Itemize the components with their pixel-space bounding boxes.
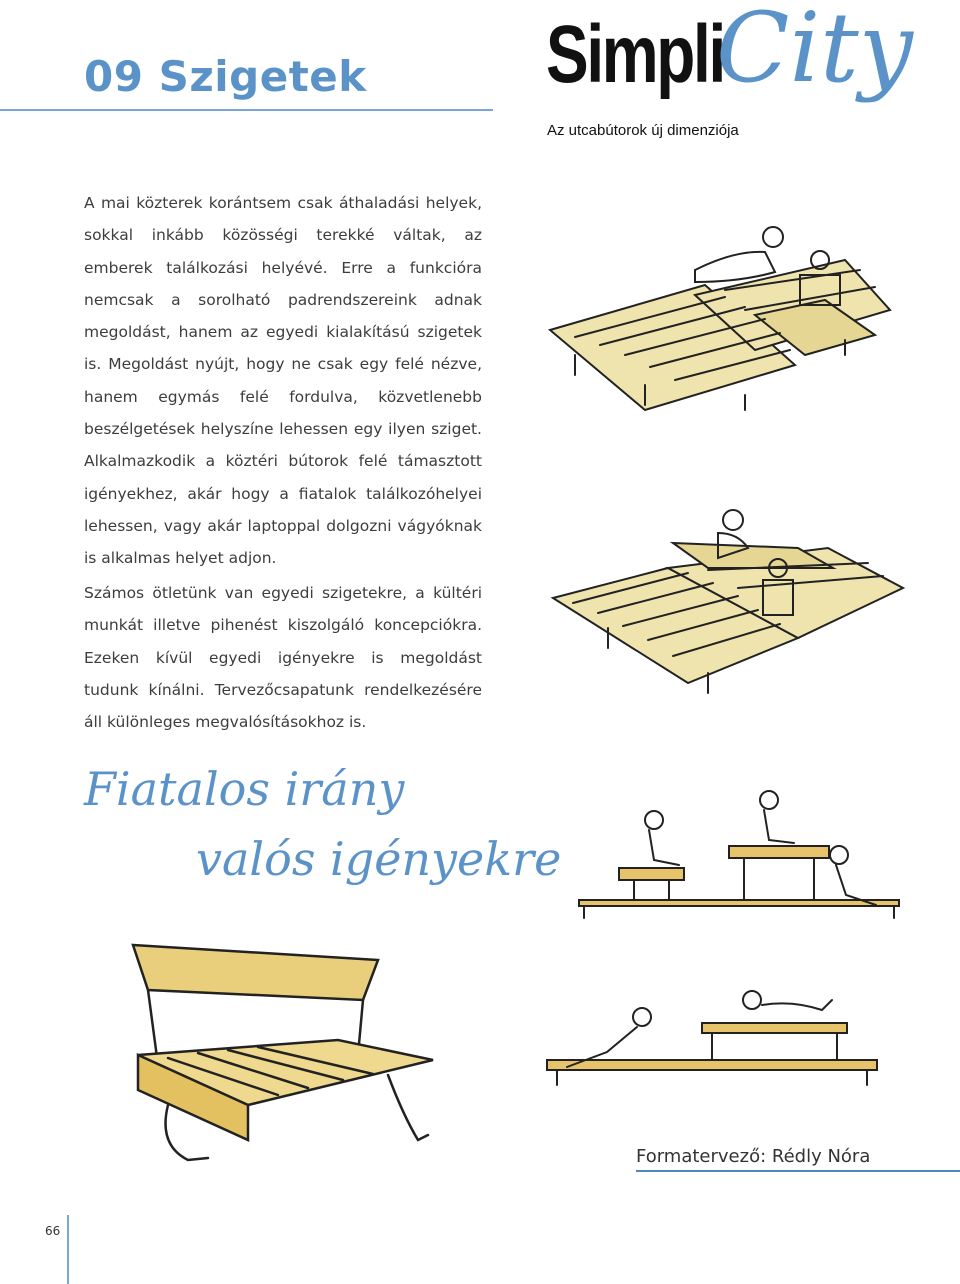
- bench-sketch: [128, 940, 440, 1170]
- side-view-sketch-1: [574, 790, 909, 920]
- slogan-line-1: Fiatalos irány: [84, 762, 405, 816]
- island-sketch-1: [545, 215, 905, 415]
- concept-paragraph: Számos ötletünk van egyedi szigetekre, a kültéri munkát illetve pihenést kiszolgáló koncepciókra. Ezeken kívül egyedi igényekre is megoldást tudunk kínálni. Tervezőcsapatunk rendelkezésére áll különleges megvalósításokhoz is.: [84, 584, 482, 732]
- designer-credit: Formatervező: Rédly Nóra: [636, 1146, 871, 1167]
- title-divider: [0, 109, 493, 111]
- slogan-line-2: valós igényekre: [196, 832, 562, 886]
- logo-tagline: Az utcabútorok új dimenziója: [547, 122, 739, 139]
- side-view-sketch-2: [542, 985, 887, 1095]
- logo-city-text: City: [716, 0, 913, 104]
- page-number: 66: [45, 1224, 61, 1238]
- island-sketch-2: [548, 508, 908, 698]
- designer-underline: [636, 1170, 960, 1172]
- intro-paragraph: A mai közterek korántsem csak áthaladási helyek, sokkal inkább közösségi terekké váltak, az emberek találkozási helyévé. Erre a funkcióra nemcsak a sorolható padrendszereink adnak megoldást, hanem az egyedi kialakítású szigetek is. Megoldást nyújt, hogy ne csak egy felé nézve, hanem egymás felé fordulva, közvetlenebb beszélgetések helyszíne lehessen egy ilyen sziget. Alkalmazkodik a köztéri bútorok felé támasztott igényekhez, akár hogy a fiatalok találkozóhelyei lehessen, vagy akár laptoppal dolgozni vágyóknak is alkalmas helyet adjon.: [84, 194, 482, 568]
- logo-simpli-text: Simpli: [546, 9, 724, 100]
- section-title: 09 Szigetek: [84, 52, 367, 101]
- page-margin-rule: [67, 1215, 69, 1284]
